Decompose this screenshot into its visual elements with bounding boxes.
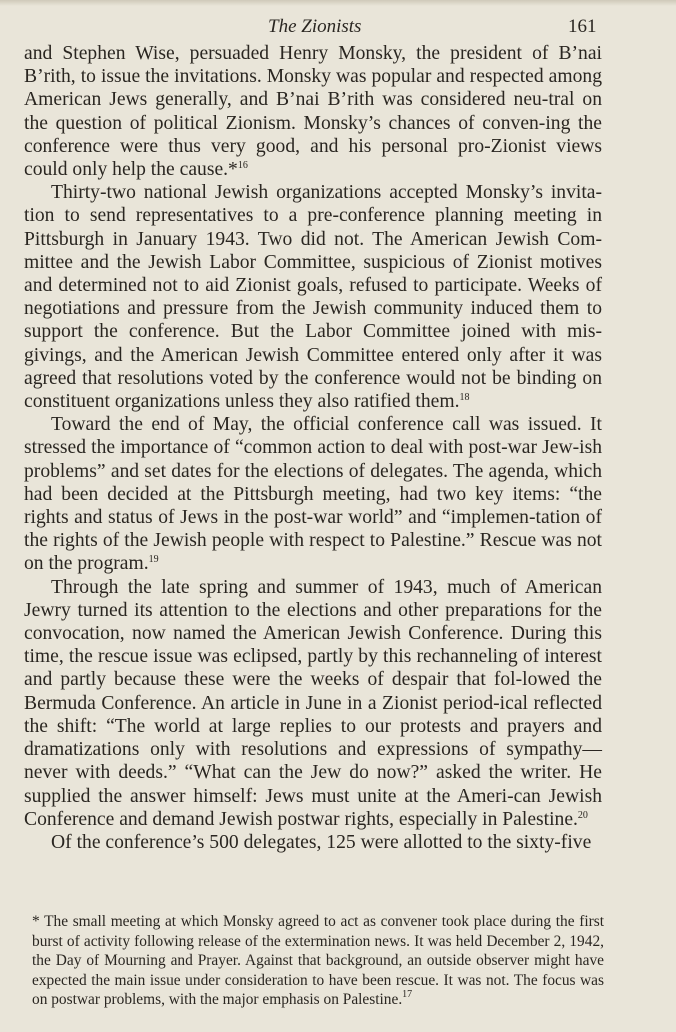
running-title: The Zionists [268, 16, 362, 37]
page-header [0, 14, 676, 40]
paragraph-3 [24, 413, 602, 575]
note-ref-16: 16 [237, 160, 248, 172]
paragraph-1 [24, 42, 602, 181]
footnote-paragraph [32, 912, 604, 1010]
paragraph-1-text: and Stephen Wise, persuaded Henry Monsky, the president of B’nai B’rith, to issue the invitations. Monsky was popular and respected among American Jews generally, and B’nai B’rith was considered neu-tral on the question of political Zionism. Monsky’s chances of conven-ing the conference were thus very good, and his personal pro-Zionist views could only help the cause.* [24, 43, 602, 181]
paragraph-5-text: Of the conference’s 500 delegates, 125 were allotted to the sixty-five [51, 831, 592, 853]
paragraph-4 [24, 576, 602, 831]
paragraph-2 [24, 181, 602, 413]
footnote [32, 912, 604, 1010]
note-ref-18: 18 [459, 392, 470, 404]
page-edge-shadow [0, 0, 676, 6]
footnote-text: * The small meeting at which Monsky agreed to act as convener took place during the first burst of activity following release of the extermination news. It was held December 2, 1942, the Day of Mourning and Prayer. Against that background, an outside observer might have expected the main issue under consideration to have been rescue. It was not. The focus was on postwar problems, with the major emphasis on Palestine. [32, 913, 604, 1009]
paragraph-4-text: Through the late spring and summer of 1943, much of American Jewry turned its attention to the elections and other preparations for the convocation, now named the American Jewish Conference. During this time, the rescue issue was eclipsed, partly by this rechanneling of interest and partly because these were the weeks of despair that fol-lowed the Bermuda Conference. An article in June in a Zionist period-ical reflected the shift: “The world at large replies to our protests and prayers and dramatizations only with resolutions and expressions of sympathy—never with deeds.” “What can the Jew do now?” asked the writer. He supplied the answer himself: Jews must unite at the Ameri-can Jewish Conference and demand Jewish postwar rights, especially in Palestine. [24, 576, 602, 830]
note-ref-19: 19 [148, 554, 159, 566]
paragraph-2-text: Thirty-two national Jewish organizations accepted Monsky’s invita-tion to send representatives to a pre-conference planning meeting in Pittsburgh in January 1943. Two did not. The American Jewish Com-mittee and the Jewish Labor Committee, suspicious of Zionist motives and determined not to aid Zionist goals, refused to participate. Weeks of negotiations and pressure from the Jewish community induced them to support the conference. But the Labor Committee joined with mis-givings, and the American Jewish Committee entered only after it was agreed that resolutions voted by the conference would not be binding on constituent organizations unless they also ratified them. [24, 182, 602, 413]
paragraph-5 [24, 831, 602, 854]
paragraph-3-text: Toward the end of May, the official conference call was issued. It stressed the importance of “common action to deal with post-war Jew-ish problems” and set dates for the elections of delegates. The agenda, which had been decided at the Pittsburgh meeting, had two key items: “the rights and status of Jews in the post-war world” and “implemen-tation of the rights of the Jewish people with respect to Palestine.” Rescue was not on the program. [24, 414, 602, 575]
body-text [24, 42, 602, 854]
note-ref-20: 20 [577, 809, 588, 821]
page-number: 161 [568, 16, 597, 37]
note-ref-17: 17 [402, 989, 413, 1001]
